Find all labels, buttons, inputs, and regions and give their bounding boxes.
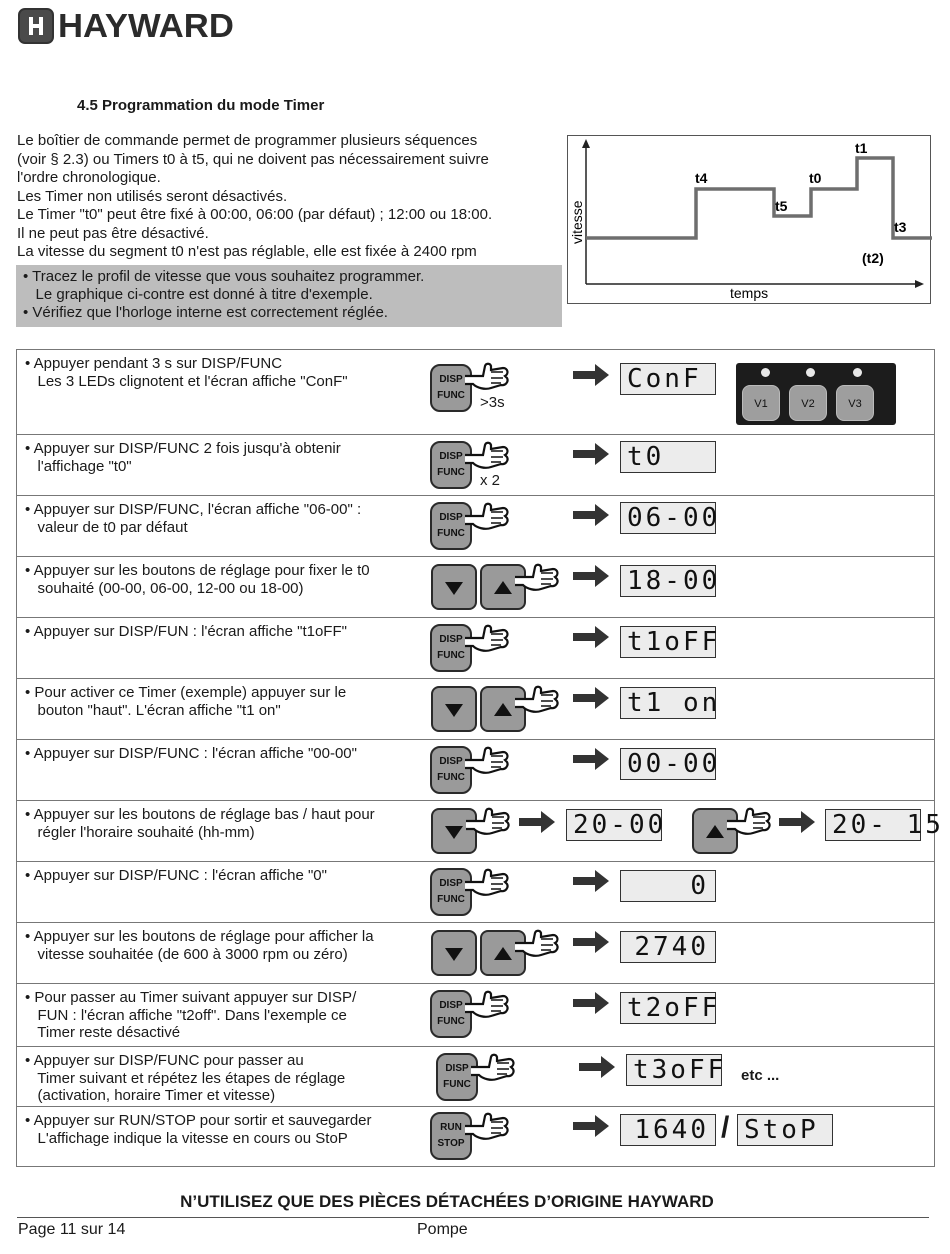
step-line: • Appuyer sur les boutons de réglage bas / haut pour — [25, 806, 375, 823]
x-axis-arrow-icon — [915, 280, 924, 288]
right-arrow-icon — [573, 565, 609, 587]
step-line: bouton "haut". L'écran affiche "t1 on" — [25, 701, 281, 719]
right-arrow-icon — [573, 364, 609, 386]
pointing-hand-icon — [463, 360, 513, 392]
pointing-hand-icon — [513, 683, 563, 715]
button-label: STOP — [437, 1138, 465, 1149]
press-count-note: x 2 — [480, 472, 501, 489]
tips-box — [16, 265, 562, 327]
step-line: • Appuyer sur DISP/FUNC : l'écran affiche "0" — [25, 867, 327, 884]
step-line: • Appuyer sur DISP/FUNC pour passer au — [25, 1052, 304, 1069]
lcd-display: 20-00 — [566, 809, 662, 841]
pointing-hand-icon — [463, 622, 513, 654]
led-icon — [806, 368, 815, 377]
label-t4: t4 — [695, 170, 708, 186]
section-title: 4.5 Programmation du mode Timer — [77, 97, 325, 114]
label-t2: (t2) — [862, 250, 884, 266]
pointing-hand-icon — [463, 744, 513, 776]
step-row — [17, 983, 934, 1046]
right-arrow-icon — [573, 504, 609, 526]
lcd-display: StoP — [737, 1114, 833, 1146]
label-t0: t0 — [809, 170, 822, 186]
display-separator: / — [721, 1111, 730, 1144]
lcd-display: t2oFF — [620, 992, 716, 1024]
step-line: • Pour passer au Timer suivant appuyer sur DISP/ — [25, 989, 357, 1006]
lcd-display: 18-00 — [620, 565, 716, 597]
step-line: • Appuyer sur RUN/STOP pour sortir et sauvegarder — [25, 1112, 372, 1129]
x-axis-label: temps — [730, 285, 769, 301]
step-line: l'affichage "t0" — [25, 457, 132, 475]
intro-line: (voir § 2.3) ou Timers t0 à t5, qui ne doivent pas nécessairement suivre — [17, 150, 489, 168]
step-text — [25, 623, 435, 641]
y-axis-label: vitesse — [569, 200, 585, 244]
step-line: (activation, horaire Timer et vitesse) — [25, 1087, 276, 1104]
speed-button-v3[interactable]: V3 — [836, 385, 874, 421]
label-t1: t1 — [855, 140, 868, 156]
led-icon — [853, 368, 862, 377]
step-line: Timer reste désactivé — [25, 1024, 181, 1041]
pointing-hand-icon — [469, 1051, 519, 1083]
down-triangle-icon — [445, 948, 463, 961]
intro-line: Les Timer non utilisés seront désactivés. — [17, 187, 288, 205]
button-label: DISP — [445, 1063, 469, 1074]
step-line: souhaité (00-00, 06-00, 12-00 ou 18-00) — [25, 579, 304, 597]
step-line: • Appuyer sur DISP/FUNC, l'écran affiche "06-00" : — [25, 501, 362, 518]
y-axis-arrow-icon — [582, 139, 590, 148]
step-row — [17, 617, 934, 678]
down-triangle-icon — [445, 582, 463, 595]
button-label: DISP — [439, 634, 463, 645]
pointing-hand-icon — [463, 439, 513, 471]
step-line: • Appuyer sur les boutons de réglage pour afficher la — [25, 928, 374, 945]
speed-profile-graph — [567, 135, 931, 304]
step-line: • Pour activer ce Timer (exemple) appuyer sur le — [25, 684, 347, 701]
etc-note: etc ... — [741, 1067, 780, 1084]
pointing-hand-icon — [513, 561, 563, 593]
intro-paragraph — [17, 132, 562, 262]
button-label: DISP — [439, 756, 463, 767]
pointing-hand-icon — [463, 988, 513, 1020]
step-row — [17, 556, 934, 617]
lcd-display: t1oFF — [620, 626, 716, 658]
step-line: FUN : l'écran affiche "t2off". Dans l'exemple ce — [25, 1006, 347, 1024]
step-line: • Appuyer pendant 3 s sur DISP/FUNC — [25, 355, 283, 372]
button-label: DISP — [439, 451, 463, 462]
lcd-display: t0 — [620, 441, 716, 473]
button-label: RUN — [440, 1122, 462, 1133]
right-arrow-icon — [573, 870, 609, 892]
step-row — [17, 495, 934, 556]
button-label: FUNC — [437, 390, 465, 401]
page-number: Page 11 sur 14 — [18, 1221, 126, 1238]
button-label: DISP — [439, 878, 463, 889]
lcd-display: t1 on — [620, 687, 716, 719]
step-text — [25, 928, 435, 963]
button-label: FUNC — [437, 1016, 465, 1027]
pointing-hand-icon — [463, 500, 513, 532]
step-line: • Appuyer sur DISP/FUN : l'écran affiche "t1oFF" — [25, 623, 347, 640]
step-text — [25, 355, 435, 390]
led-icon — [761, 368, 770, 377]
right-arrow-icon — [573, 992, 609, 1014]
label-t5: t5 — [775, 198, 788, 214]
step-line: Les 3 LEDs clignotent et l'écran affiche "ConF" — [25, 372, 348, 390]
step-text — [25, 1052, 435, 1105]
step-row — [17, 861, 934, 922]
step-row — [17, 1106, 934, 1166]
button-label: FUNC — [437, 894, 465, 905]
pointing-hand-icon — [463, 1110, 513, 1142]
pointing-hand-icon — [464, 805, 514, 837]
speed-button-v2[interactable]: V2 — [789, 385, 827, 421]
lcd-display: ConF — [620, 363, 716, 395]
right-arrow-icon — [579, 1056, 615, 1078]
intro-line: Le boîtier de commande permet de programmer plusieurs séquences — [17, 132, 478, 149]
up-triangle-icon — [494, 703, 512, 716]
footer-warning: N’UTILISEZ QUE DES PIÈCES DÉTACHÉES D’ORIGINE HAYWARD — [180, 1192, 714, 1211]
right-arrow-icon — [519, 811, 555, 833]
label-t3: t3 — [894, 219, 907, 235]
hayward-h-logo-icon — [18, 8, 54, 44]
step-line: Timer suivant et répétez les étapes de réglage — [25, 1069, 346, 1087]
steps-table — [16, 349, 944, 1167]
button-label: FUNC — [443, 1079, 471, 1090]
brand-name: HAYWARD — [58, 7, 234, 44]
step-text — [25, 684, 435, 719]
lcd-display: 06-00 — [620, 502, 716, 534]
up-triangle-icon — [706, 825, 724, 838]
step-text — [25, 562, 435, 597]
step-text — [25, 989, 435, 1042]
intro-line: l'ordre chronologique. — [17, 169, 161, 186]
tip-line: • Vérifiez que l'horloge interne est correctement réglée. — [23, 304, 388, 321]
step-line: valeur de t0 par défaut — [25, 518, 188, 536]
button-label: DISP — [439, 374, 463, 385]
step-text — [25, 806, 435, 841]
step-line: • Appuyer sur les boutons de réglage pour fixer le t0 — [25, 562, 370, 579]
down-triangle-icon — [445, 826, 463, 839]
step-row — [17, 678, 934, 739]
tip-line: Le graphique ci-contre est donné à titre d'exemple. — [23, 286, 373, 303]
speed-leds-panel — [736, 363, 896, 425]
step-row — [17, 350, 934, 434]
press-duration-note: >3s — [480, 394, 505, 411]
button-label: FUNC — [437, 528, 465, 539]
product-name: Pompe — [417, 1221, 468, 1238]
button-label: DISP — [439, 512, 463, 523]
right-arrow-icon — [573, 1115, 609, 1137]
down-triangle-icon — [445, 704, 463, 717]
intro-line: Le Timer "t0" peut être fixé à 00:00, 06:00 (par défaut) ; 12:00 ou 18:00. — [17, 206, 493, 223]
lcd-display: 2740 — [620, 931, 716, 963]
right-arrow-icon — [573, 687, 609, 709]
step-line: vitesse souhaitée (de 600 à 3000 rpm ou zéro) — [25, 945, 348, 963]
lcd-display: 00-00 — [620, 748, 716, 780]
pointing-hand-icon — [463, 866, 513, 898]
up-triangle-icon — [494, 581, 512, 594]
lcd-display: 0 — [620, 870, 716, 902]
down-button[interactable] — [431, 564, 477, 610]
lcd-display: 20- 15 — [825, 809, 921, 841]
right-arrow-icon — [573, 443, 609, 465]
step-text — [25, 501, 435, 536]
button-label: FUNC — [437, 650, 465, 661]
lcd-display: t3oFF — [626, 1054, 722, 1086]
step-line: L'affichage indique la vitesse en cours ou StoP — [25, 1129, 348, 1147]
speed-profile-line — [586, 158, 932, 238]
up-triangle-icon — [494, 947, 512, 960]
intro-line: La vitesse du segment t0 n'est pas réglable, elle est fixée à 2400 rpm — [17, 243, 477, 260]
right-arrow-icon — [573, 626, 609, 648]
pointing-hand-icon — [513, 927, 563, 959]
button-label: FUNC — [437, 772, 465, 783]
step-text — [25, 745, 435, 763]
right-arrow-icon — [573, 748, 609, 770]
step-line: • Appuyer sur DISP/FUNC : l'écran affiche "00-00" — [25, 745, 357, 762]
right-arrow-icon — [779, 811, 815, 833]
down-button[interactable] — [431, 686, 477, 732]
tip-line: • Tracez le profil de vitesse que vous souhaitez programmer. — [23, 268, 425, 285]
lcd-display: 1640 — [620, 1114, 716, 1146]
intro-line: Il ne peut pas être désactivé. — [17, 224, 209, 242]
hayward-logo — [18, 7, 234, 44]
step-row — [17, 800, 944, 861]
footer-divider — [17, 1217, 929, 1218]
right-arrow-icon — [573, 931, 609, 953]
button-label: DISP — [439, 1000, 463, 1011]
step-row — [17, 739, 934, 800]
step-text — [25, 440, 435, 475]
down-button[interactable] — [431, 930, 477, 976]
pointing-hand-icon — [725, 805, 775, 837]
step-row — [17, 1046, 934, 1106]
step-line: régler l'horaire souhaité (hh-mm) — [25, 823, 255, 841]
step-row — [17, 922, 934, 983]
speed-button-v1[interactable]: V1 — [742, 385, 780, 421]
step-row — [17, 434, 934, 495]
step-text — [25, 867, 435, 885]
button-label: FUNC — [437, 467, 465, 478]
step-text — [25, 1112, 435, 1147]
step-line: • Appuyer sur DISP/FUNC 2 fois jusqu'à obtenir — [25, 440, 341, 457]
